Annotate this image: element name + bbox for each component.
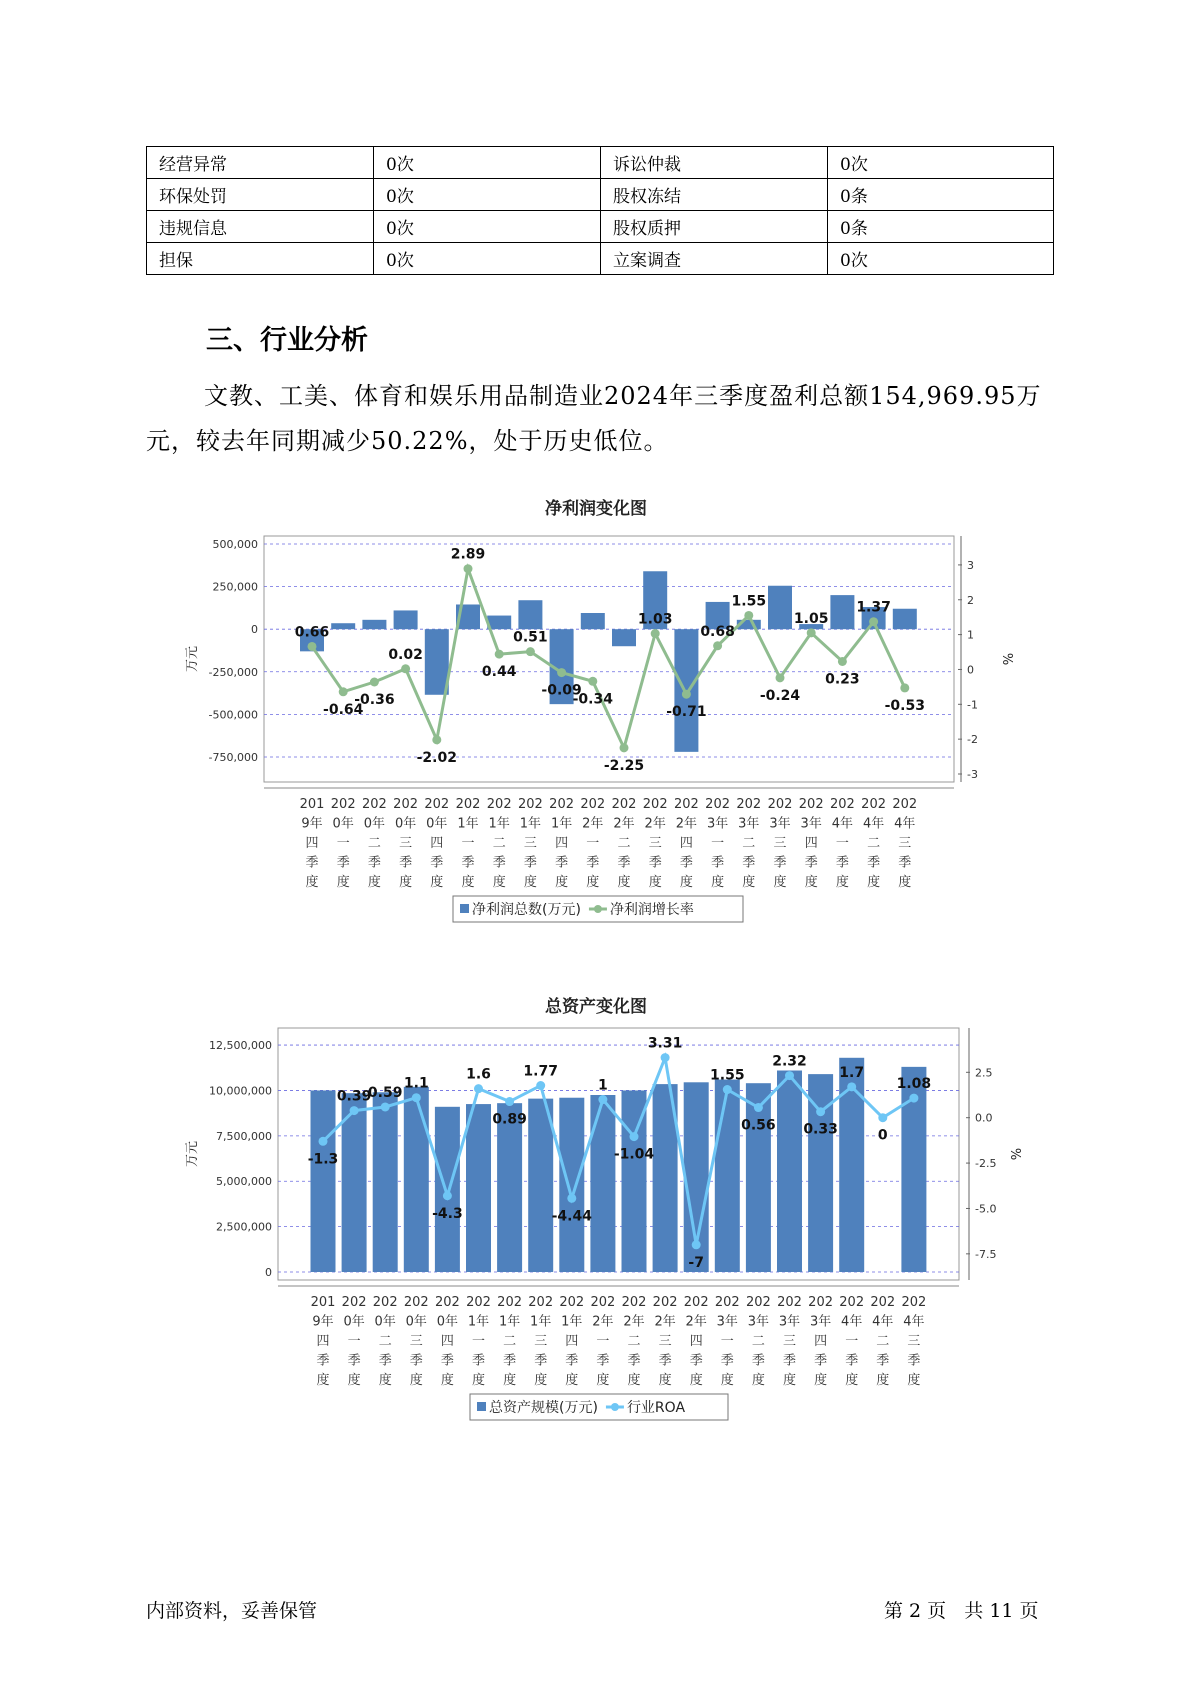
risk-table-cell: 0次 xyxy=(828,147,1054,179)
x-tick-label: 202 3年四季度 xyxy=(808,1295,834,1388)
footer-confidential-note: 内部资料，妥善保管 xyxy=(146,1600,318,1622)
legend-bar-swatch xyxy=(477,1402,486,1411)
line-data-label: -0.71 xyxy=(666,704,707,721)
net-profit-chart-svg xyxy=(0,492,1191,942)
footer-page-number: 第 2 页 共 11 页 xyxy=(884,1600,1039,1622)
line-data-label: 1.1 xyxy=(403,1075,429,1092)
bar xyxy=(331,623,355,629)
x-tick-label: 202 0年一季度 xyxy=(330,797,356,890)
bar xyxy=(528,1099,553,1272)
line-data-label: 1.77 xyxy=(523,1063,558,1080)
y-left-axis-title: 万元 xyxy=(185,645,200,673)
y-left-tick-label: 7,500,000 xyxy=(216,1129,272,1143)
x-tick-label: 202 4年三季度 xyxy=(901,1295,927,1388)
x-tick-label: 202 3年二季度 xyxy=(736,797,762,890)
line-point xyxy=(878,1113,887,1122)
legend-bar-label: 总资产规模(万元) xyxy=(489,1400,598,1416)
y-right-tick-label: -7.5 xyxy=(975,1247,997,1261)
y-right-tick-label: -5.0 xyxy=(975,1202,997,1216)
total-assets-chart xyxy=(0,990,1191,1440)
line-point xyxy=(692,1240,701,1249)
line-point xyxy=(869,617,878,626)
line-point xyxy=(785,1071,794,1080)
line-point xyxy=(661,1053,670,1062)
line-data-label: 2.89 xyxy=(450,546,486,563)
bar xyxy=(715,1080,740,1272)
line-point xyxy=(620,743,629,752)
risk-table-cell: 股权质押 xyxy=(601,211,828,243)
x-tick-label: 201 9年四季度 xyxy=(299,797,325,890)
x-tick-label: 202 2年一季度 xyxy=(580,797,606,890)
x-tick-label: 202 4年二季度 xyxy=(870,1295,896,1388)
line-point xyxy=(838,657,847,666)
line-data-label: 0.39 xyxy=(336,1088,372,1105)
line-data-label: -0.34 xyxy=(572,691,613,708)
plot-area xyxy=(264,536,954,782)
line-data-label: 0.68 xyxy=(700,623,735,640)
y-left-tick-label: -500,000 xyxy=(208,708,258,722)
line-point xyxy=(598,1095,607,1104)
line-point xyxy=(505,1097,514,1106)
y-right-tick-label: -3 xyxy=(967,768,978,781)
line-point xyxy=(319,1137,328,1146)
y-right-axis-title: % xyxy=(999,652,1014,666)
y-left-tick-label: 2,500,000 xyxy=(216,1220,272,1234)
line-data-label: -1.3 xyxy=(307,1151,339,1168)
x-tick-label: 202 3年一季度 xyxy=(705,797,731,890)
y-left-tick-label: 0 xyxy=(251,623,258,637)
x-tick-label: 202 1年二季度 xyxy=(486,797,512,890)
legend-bar-label: 净利润总数(万元) xyxy=(472,902,581,918)
y-right-tick-label: 0.0 xyxy=(975,1111,993,1125)
line-data-label: 1.37 xyxy=(856,599,891,616)
line-point xyxy=(816,1107,825,1116)
line-point xyxy=(557,668,566,677)
bar xyxy=(559,1098,584,1272)
legend-line-marker xyxy=(594,905,602,913)
bar xyxy=(394,610,418,629)
x-tick-label: 202 0年四季度 xyxy=(424,797,450,890)
line-point xyxy=(807,628,816,637)
legend-line-marker xyxy=(611,1403,619,1411)
bar xyxy=(311,1090,336,1272)
risk-table-row xyxy=(147,179,1054,211)
line-point xyxy=(744,611,753,620)
bar xyxy=(518,600,542,629)
y-right-tick-label: -2 xyxy=(967,733,978,747)
total-assets-chart-svg xyxy=(0,990,1191,1440)
line-point xyxy=(713,641,722,650)
y-left-tick-label: 0 xyxy=(265,1266,272,1279)
line-point xyxy=(723,1085,732,1094)
bar xyxy=(893,609,917,629)
line-data-label: 1 xyxy=(598,1077,608,1094)
y-left-tick-label: 250,000 xyxy=(212,580,258,594)
line-data-label: -7 xyxy=(688,1254,704,1271)
line-data-label: -1.04 xyxy=(613,1146,655,1163)
bar xyxy=(373,1092,398,1272)
x-tick-label: 202 0年二季度 xyxy=(361,797,387,890)
legend-line-label: 行业ROA xyxy=(626,1400,686,1416)
line-data-label: 0.33 xyxy=(803,1121,838,1138)
y-right-tick-label: 0 xyxy=(967,663,974,677)
x-tick-label: 202 3年三季度 xyxy=(767,797,793,890)
risk-table-cell: 经营异常 xyxy=(147,147,374,179)
line-data-label: 0.59 xyxy=(367,1084,403,1101)
line-point xyxy=(909,1094,918,1103)
y-left-tick-label: 12,500,000 xyxy=(209,1039,272,1053)
x-tick-label: 202 2年三季度 xyxy=(652,1295,678,1388)
y-left-tick-label: -250,000 xyxy=(208,665,258,679)
x-tick-label: 202 1年一季度 xyxy=(455,797,481,890)
x-tick-label: 202 0年四季度 xyxy=(434,1295,460,1388)
line-point xyxy=(651,629,660,638)
line-data-label: -0.24 xyxy=(759,687,801,704)
line-data-label: 0.23 xyxy=(825,671,860,688)
line-data-label: 2.32 xyxy=(772,1053,807,1070)
y-right-tick-label: -2.5 xyxy=(975,1157,997,1171)
x-tick-label: 202 4年一季度 xyxy=(839,1295,865,1388)
line-point xyxy=(630,1132,639,1141)
x-tick-label: 202 0年三季度 xyxy=(403,1295,429,1388)
line-point xyxy=(370,678,379,687)
line-point xyxy=(754,1103,763,1112)
x-tick-label: 202 1年四季度 xyxy=(559,1295,585,1388)
x-tick-label: 202 1年二季度 xyxy=(497,1295,523,1388)
risk-table-row xyxy=(147,243,1054,275)
line-data-label: 0.66 xyxy=(294,624,330,641)
line-data-label: -0.09 xyxy=(541,682,582,699)
y-right-tick-label: -1 xyxy=(967,698,978,712)
y-right-tick-label: 2.5 xyxy=(975,1066,993,1080)
line-point xyxy=(900,683,909,692)
risk-table-row xyxy=(147,211,1054,243)
line-point xyxy=(682,690,691,699)
risk-table-cell: 0次 xyxy=(374,211,601,243)
line-data-label: 0.56 xyxy=(741,1117,776,1134)
risk-table-cell: 0条 xyxy=(828,211,1054,243)
risk-table-cell: 0次 xyxy=(374,243,601,275)
risk-table-row xyxy=(147,147,1054,179)
line-data-label: -2.25 xyxy=(603,757,645,774)
line-point xyxy=(588,677,597,686)
line-data-label: -0.64 xyxy=(323,701,364,718)
line-data-label: 1.03 xyxy=(637,611,673,628)
x-tick-label: 202 4年一季度 xyxy=(829,797,855,890)
line-data-label: 1.05 xyxy=(793,610,829,627)
bar xyxy=(362,620,386,629)
risk-table-cell: 股权冻结 xyxy=(601,179,828,211)
x-tick-label: 202 0年二季度 xyxy=(372,1295,398,1388)
bar xyxy=(581,613,605,629)
x-tick-label: 202 2年二季度 xyxy=(621,1295,647,1388)
risk-table-cell: 担保 xyxy=(147,243,374,275)
risk-table-cell: 0条 xyxy=(828,179,1054,211)
x-tick-label: 202 3年一季度 xyxy=(714,1295,740,1388)
line-data-label: 0.44 xyxy=(481,664,517,681)
line-point xyxy=(464,564,473,573)
line-point xyxy=(432,735,441,744)
chart-title: 总资产变化图 xyxy=(545,997,647,1017)
x-tick-label: 202 2年三季度 xyxy=(642,797,668,890)
bar xyxy=(425,629,449,695)
net-profit-chart xyxy=(0,492,1191,942)
line-data-label: 0.89 xyxy=(492,1111,527,1128)
section-title: 三、行业分析 xyxy=(206,325,368,356)
bar xyxy=(435,1107,460,1272)
x-tick-label: 202 3年二季度 xyxy=(745,1295,771,1388)
line-point xyxy=(412,1093,421,1102)
line-point xyxy=(526,647,535,656)
risk-table-cell: 0次 xyxy=(374,179,601,211)
y-left-tick-label: -750,000 xyxy=(208,750,258,764)
line-data-label: 1.55 xyxy=(710,1067,745,1084)
x-tick-label: 202 1年三季度 xyxy=(528,1295,554,1388)
bar xyxy=(404,1087,429,1272)
risk-info-table xyxy=(146,146,1054,275)
line-point xyxy=(847,1082,856,1091)
line-data-label: 0.02 xyxy=(388,646,423,663)
line-data-label: -4.44 xyxy=(551,1208,592,1225)
legend-line-label: 净利润增长率 xyxy=(609,902,694,918)
line-data-label: -0.53 xyxy=(884,697,925,714)
line-point xyxy=(776,673,785,682)
y-right-tick-label: 3 xyxy=(967,558,974,572)
line-data-label: 1.7 xyxy=(839,1064,865,1081)
x-tick-label: 202 2年二季度 xyxy=(611,797,637,890)
x-tick-label: 202 1年一季度 xyxy=(466,1295,491,1388)
bar xyxy=(612,629,636,646)
line-point xyxy=(350,1106,359,1115)
line-point xyxy=(495,650,504,659)
risk-table-cell: 0次 xyxy=(374,147,601,179)
line-point xyxy=(401,664,410,673)
y-left-tick-label: 10,000,000 xyxy=(209,1084,272,1098)
line-data-label: 0.51 xyxy=(513,629,548,646)
line-point xyxy=(339,687,348,696)
x-tick-label: 202 2年四季度 xyxy=(673,797,699,890)
line-data-label: -0.36 xyxy=(354,692,395,708)
line-point xyxy=(308,642,317,651)
x-tick-label: 202 3年三季度 xyxy=(777,1295,802,1388)
line-data-label: 0 xyxy=(877,1127,888,1144)
line-point xyxy=(381,1102,390,1111)
y-left-tick-label: 5,000,000 xyxy=(216,1175,272,1189)
legend-bar-swatch xyxy=(460,904,469,913)
x-tick-label: 202 0年一季度 xyxy=(341,1295,367,1388)
bar xyxy=(466,1104,491,1272)
x-tick-label: 202 2年四季度 xyxy=(683,1295,709,1388)
line-point xyxy=(474,1084,483,1093)
line-data-label: 1.6 xyxy=(466,1066,491,1083)
line-data-label: 1.55 xyxy=(731,593,767,610)
industry-analysis-paragraph: 文教、工美、体育和娱乐用品制造业2024年三季度盈利总额154,969.95万元，较去年同期减少50.22%，处于历史低位。 xyxy=(146,382,1042,455)
line-data-label: -2.02 xyxy=(416,749,457,766)
line-data-label: -4.3 xyxy=(432,1205,463,1222)
risk-table-cell: 立案调查 xyxy=(601,243,828,275)
x-tick-label: 202 0年三季度 xyxy=(393,797,419,890)
y-right-tick-label: 2 xyxy=(967,593,974,607)
bar xyxy=(777,1070,802,1272)
line-data-label: 3.31 xyxy=(647,1035,683,1052)
line-point xyxy=(567,1194,576,1203)
y-right-tick-label: 1 xyxy=(967,628,974,642)
y-left-tick-label: 500,000 xyxy=(212,538,258,551)
y-right-axis-title: % xyxy=(1007,1147,1022,1161)
line-point xyxy=(536,1081,545,1090)
x-tick-label: 202 1年四季度 xyxy=(549,797,575,890)
risk-table-cell: 环保处罚 xyxy=(147,179,374,211)
risk-table-cell: 诉讼仲裁 xyxy=(601,147,828,179)
x-tick-label: 201 9年四季度 xyxy=(310,1295,336,1388)
x-tick-label: 202 1年三季度 xyxy=(517,797,543,890)
x-tick-label: 202 3年四季度 xyxy=(798,797,824,890)
bar xyxy=(497,1103,522,1272)
bar xyxy=(590,1095,615,1272)
x-tick-label: 202 4年二季度 xyxy=(861,797,887,890)
line-data-label: 1.08 xyxy=(896,1076,932,1093)
line-point xyxy=(443,1191,452,1200)
y-left-axis-title: 万元 xyxy=(185,1140,200,1168)
x-tick-label: 202 4年三季度 xyxy=(892,797,918,890)
bar xyxy=(830,595,854,629)
bar xyxy=(768,586,792,629)
chart-title: 净利润变化图 xyxy=(545,499,647,519)
risk-table-cell: 0次 xyxy=(828,243,1054,275)
x-tick-label: 202 2年一季度 xyxy=(590,1295,616,1388)
risk-table-cell: 违规信息 xyxy=(147,211,374,243)
